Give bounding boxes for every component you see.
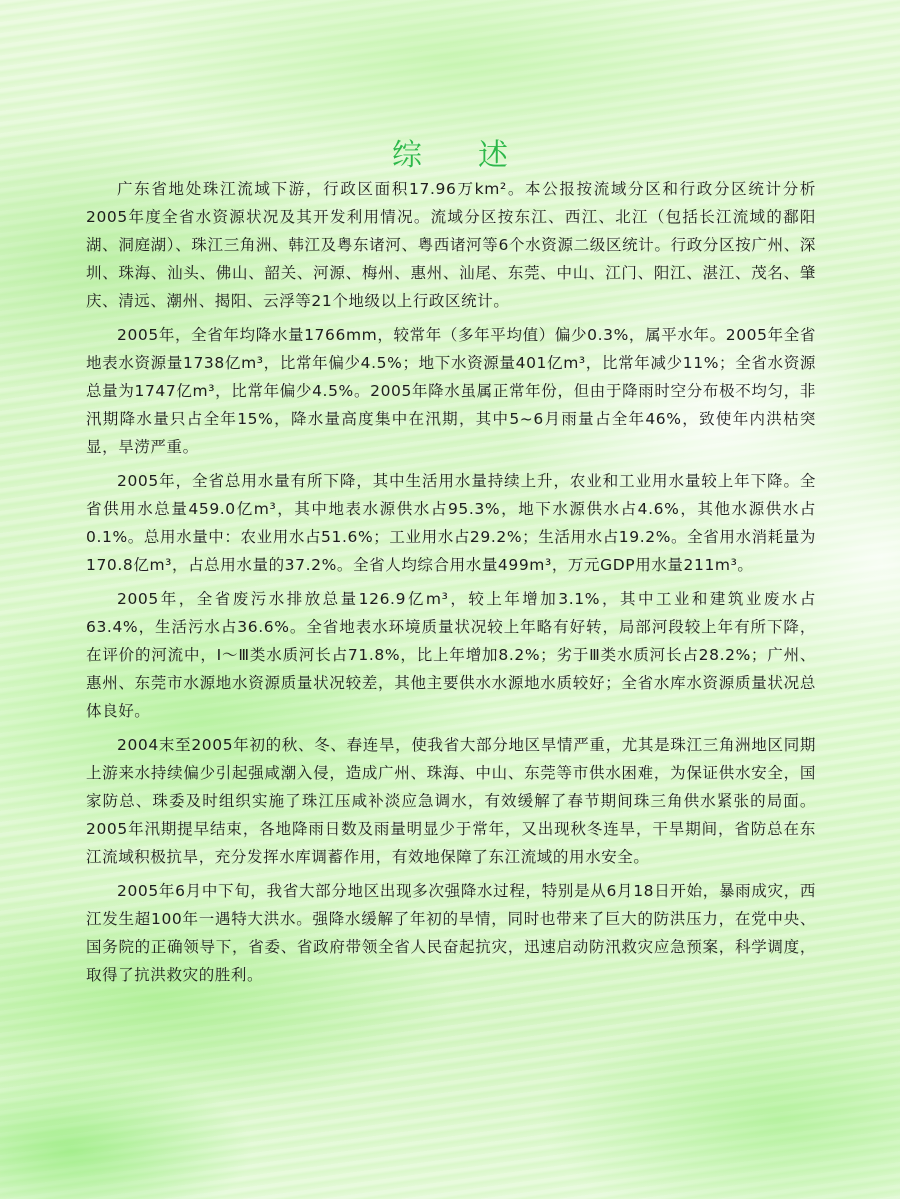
paragraph-precipitation: 2005年，全省年均降水量1766mm，较常年（多年平均值）偏少0.3%，属平水年。2005年全省地表水资源量1738亿m³，比常年偏少4.5%；地下水资源量401亿m³，比常年减少11%；全省水资源总量为1747亿m³，比常年偏少4.5%。2005年降水虽属正常年份，但由于降雨时空分布极不均匀，非汛期降水量只占全年15%，降水量高度集中在汛期，其中5~6月雨量占全年46%，致使年内洪枯突显，旱涝严重。	[86, 326, 816, 456]
page-title	[0, 130, 900, 174]
body-text	[86, 175, 816, 995]
paragraph-overview: 广东省地处珠江流域下游，行政区面积17.96万km²。本公报按流域分区和行政分区统计分析2005年度全省水资源状况及其开发利用情况。流域分区按东江、西江、北江（包括长江流域的鄱阳湖、洞庭湖）、珠江三角洲、韩江及粤东诸河、粤西诸河等6个水资源二级区统计。行政分区按广州、深圳、珠海、汕头、佛山、韶关、河源、梅州、惠州、汕尾、东莞、中山、江门、阳江、湛江、茂名、肇庆、清远、潮州、揭阳、云浮等21个地级以上行政区统计。	[86, 180, 816, 310]
paragraph-drought: 2004末至2005年初的秋、冬、春连旱，使我省大部分地区旱情严重，尤其是珠江三角洲地区同期上游来水持续偏少引起强咸潮入侵，造成广州、珠海、中山、东莞等市供水困难，为保证供水安全，国家防总、珠委及时组织实施了珠江压咸补淡应急调水，有效缓解了春节期间珠三角供水紧张的局面。2005年汛期提早结束，各地降雨日数及雨量明显少于常年，又出现秋冬连旱，干旱期间，省防总在东江流域积极抗旱，充分发挥水库调蓄作用，有效地保障了东江流域的用水安全。	[86, 736, 816, 866]
title-char-1: 综	[392, 138, 422, 174]
paragraph-flood: 2005年6月中下旬，我省大部分地区出现多次强降水过程，特别是从6月18日开始，暴雨成灾，西江发生超100年一遇特大洪水。强降水缓解了年初的旱情，同时也带来了巨大的防洪压力，在党中央、国务院的正确领导下，省委、省政府带领全省人民奋起抗灾，迅速启动防汛救灾应急预案，科学调度，取得了抗洪救灾的胜利。	[86, 882, 816, 984]
paragraph-water-quality: 2005年，全省废污水排放总量126.9亿m³，较上年增加3.1%，其中工业和建筑业废水占63.4%，生活污水占36.6%。全省地表水环境质量状况较上年略有好转，局部河段较上年有所下降，在评价的河流中，Ⅰ～Ⅲ类水质河长占71.8%，比上年增加8.2%；劣于Ⅲ类水质河长占28.2%；广州、惠州、东莞市水源地水资源质量状况较差，其他主要供水水源地水质较好；全省水库水资源质量状况总体良好。	[86, 590, 816, 720]
title-char-2: 述	[478, 138, 508, 174]
paragraph-water-use: 2005年，全省总用水量有所下降，其中生活用水量持续上升，农业和工业用水量较上年下降。全省供用水总量459.0亿m³，其中地表水源供水占95.3%，地下水源供水占4.6%，其他水源供水占0.1%。总用水量中：农业用水占51.6%；工业用水占29.2%；生活用水占19.2%。全省用水消耗量为170.8亿m³，占总用水量的37.2%。全省人均综合用水量499m³，万元GDP用水量211m³。	[86, 472, 816, 574]
